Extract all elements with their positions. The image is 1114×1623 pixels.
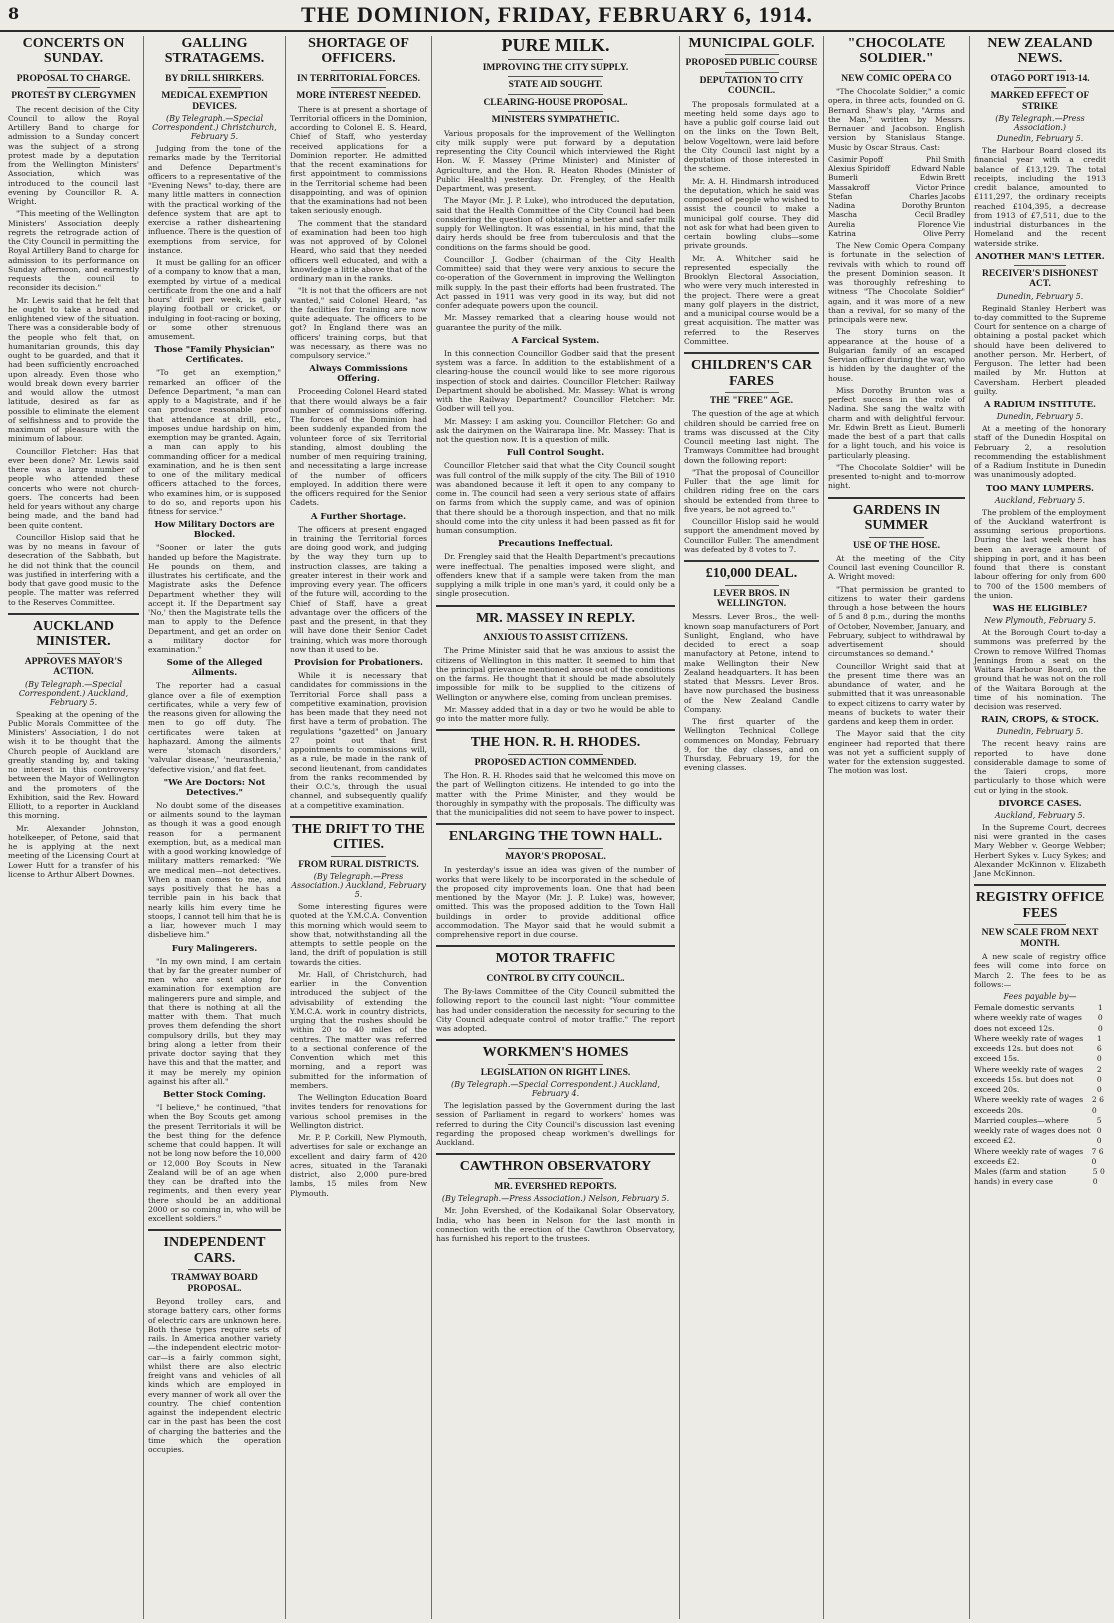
paragraph: Councillor Hislop said that he was by no means in favour of desecration of the Sabbath, but he did not think that the council was justified in interfering with a body that gave good music to the people. The matter was referred to the Reserves Committee. — [8, 532, 139, 607]
column-6 — [824, 36, 970, 1619]
cast-actor: Dorothy Brunton — [901, 201, 965, 211]
cast-actor: Florence Vie — [917, 219, 965, 229]
article-headline: MUNICIPAL GOLF. — [688, 36, 815, 51]
fee-label: Where weekly rate of wages exceeds 15s. but does not exceed 20s. — [974, 1064, 1084, 1095]
masthead — [0, 0, 1114, 32]
article-subhead: WAS HE ELIGIBLE? — [992, 604, 1088, 615]
article-subhead: How Military Doctors are Blocked. — [154, 520, 275, 541]
paragraph: It must be galling for an officer of a company to know that a man, exempted by virtue of a medical certificate from the one and a half hours' drill per week, is gaily playing football or cricket, or indulging in foot-racing or boxing, or some other strenuous amusement. — [148, 258, 281, 342]
article-subhead: DIVORCE CASES. — [998, 798, 1082, 809]
article-deck: MAYOR'S PROPOSAL. — [505, 851, 606, 862]
article — [436, 945, 675, 1033]
fee-row — [974, 1034, 1106, 1065]
deck-rule — [725, 585, 779, 586]
article-deck: MORE INTEREST NEEDED. — [296, 91, 421, 102]
article-deck: MARKED EFFECT OF STRIKE — [990, 91, 1090, 112]
article — [828, 497, 965, 776]
cast-actor: Phil Smith — [926, 154, 965, 164]
paragraph: Councillor Wright said that at the present time there was an abundance of water, and he submitted that it was unreasonable to expect citizens to carry water by means of buckets to water their gardens and keep them in order. — [828, 661, 965, 727]
deck-rule — [508, 629, 604, 630]
article-headline: ENLARGING THE TOWN HALL. — [448, 829, 663, 845]
column-2 — [144, 36, 286, 1619]
article-headline: THE HON. R. H. RHODES. — [470, 735, 641, 751]
paragraph: Beyond trolley cars, and storage battery cars, other forms of electric cars are unknown here. Both these types require sets of rails. In America another variety—the independent electric motor-car—is a fairly common sight, whilst there are also electric freight vans and vehicles of all kinds which are employed in every manner of work all over the country. The chief contention against the independent electric car in the past has been the cost of charging the batteries and the time which the operation occupies. — [148, 1297, 281, 1454]
fee-label: Married couples—where weekly rate of wages does not exceed £2. — [974, 1115, 1091, 1146]
paragraph: Councillor Fletcher said that what the City Council sought was full control of the milk supply of the city. The Bill of 1910 was abandoned because it left it open to any company to come in. The council had seen a very serious state of affairs on farms from which the supply came, and was of opinion that there should be a thorough inspection, and that no milk should come into the city unless it had been passed as fit for human consumption. — [436, 461, 675, 536]
column-rule — [974, 884, 1106, 886]
cast-list — [828, 155, 965, 238]
article-headline: SHORTAGE OF OFFICERS. — [308, 36, 409, 67]
paragraph: The story turns on the appearance at the house of a Bulgarian family of an escaped Servian officer during the war, who is hidden by the daughter of the house. — [828, 327, 965, 383]
dateline: (By Telegraph.—Special Correspondent.) Auckland, February 5. — [18, 679, 129, 707]
cast-role: Nadina — [828, 201, 856, 211]
article — [148, 944, 281, 1087]
article — [436, 539, 675, 598]
article-deck: FROM RURAL DISTRICTS. — [298, 859, 419, 870]
column-1 — [4, 36, 144, 1619]
paragraph: In the Supreme Court, decrees nisi were granted in the cases Mary Webber v. George Webber; Herbert Sykes v. Lucy Sykes; and Alexander McKinnon v. Elizabeth Jane McKinnon. — [974, 822, 1106, 879]
fee-label: Female domestic servants where weekly rate of wages does not exceed 12s. — [974, 1003, 1082, 1033]
article-deck: LEVER BROS. IN WELLINGTON. — [713, 588, 790, 609]
paragraph: The By-laws Committee of the City Council submitted the following report to the council last night: "Your committee has had under consideration the necessity for securing to the City Council adequate control of motor traffic." The report was adopted. — [436, 987, 675, 1034]
article-deck: NEW SCALE FROM NEXT MONTH. — [981, 928, 1099, 949]
article-deck: DEPUTATION TO CITY COUNCIL. — [699, 75, 804, 97]
paragraph: In this connection Councillor Godber said that the present system was a farce. In addition to the establishment of a clearing-house the council would like to see more rigorous inspection of stock and dairies. Councillor Fletcher: Railway Department should be abolished. Mr. Massey: What is wrong with the Railway Department? Councillor Fletcher: Mr. Godber will tell you. — [436, 348, 675, 414]
paragraph: The Wellington Education Board invites tenders for renovations for various school premises in the Wellington district. — [290, 1093, 427, 1130]
dateline: (By Telegraph.—Special Correspondent.) Auckland, February 4. — [451, 1080, 660, 1099]
article — [974, 400, 1106, 480]
deck-rule — [331, 856, 386, 857]
paragraph: Proceeding Colonel Heard stated that there would always be a fair number of commissions offering. The forces of the Dominion had been suddenly expanded from the volunteer force of six Territorial standing, almost doubling the number of men requiring training, and necessitating a large increase of the number of officers employed. In addition there were the officers required for the Senior Cadets. — [290, 387, 427, 508]
article-deck: THE "FREE" AGE. — [709, 395, 794, 406]
paragraph: Mr. A. H. Hindmarsh introduced the deputation, which he said was composed of people who wished to assist the council to make a municipal golf course. They did not ask for what had been given to certain bowling clubs—some private grounds. — [684, 176, 819, 251]
paragraph: The Prime Minister said that he was anxious to assist the citizens of Wellington in this matter. It seemed to him that the principal grievance mentioned arose out of the conditions on the farms. He thought that it should be made absolutely impossible for milk to be supplied to the citizens of Wellington or anywhere else, coming from unclean premises. — [436, 646, 675, 702]
column-rule — [436, 729, 675, 731]
cast-actor: Edwin Brett — [919, 173, 965, 183]
paragraph: The legislation passed by the Government during the last session of Parliament in regard to workers' homes was referred to during the City Council's discussion last evening regarding the proposed cheap workmen's dwellings for Auckland. — [436, 1101, 675, 1148]
article — [684, 36, 819, 346]
article-subhead: "We Are Doctors: Not Detectives." — [163, 777, 266, 798]
column-3 — [286, 36, 432, 1619]
article-subhead: Fury Malingerers. — [171, 943, 258, 954]
cast-role: Bumerli — [828, 173, 858, 183]
dateline: Dunedin, February 5. — [996, 727, 1084, 737]
paragraph: The recent heavy rains are reported to have done considerable damage to some of the Taieri crops, more particularly to those which were cut or lying in the stook. — [974, 739, 1106, 795]
article-headline: PURE MILK. — [501, 36, 610, 55]
column-rule — [290, 816, 427, 818]
article-deck: OTAGO PORT 1913-14. — [990, 73, 1090, 84]
article — [974, 252, 1106, 396]
paragraph: "It is not that the officers are not wanted," said Colonel Heard, "as the facilities for training are now quite adequate. The officers to be got? In England there was an officers' training corps, but that was necessary, as there was no compulsory service." — [290, 286, 427, 361]
deck-rule — [47, 87, 99, 88]
fee-value: 2 6 0 — [1091, 1095, 1104, 1115]
deck-rule — [725, 392, 779, 393]
article-headline: NEW ZEALAND NEWS. — [987, 36, 1093, 67]
article — [148, 1229, 281, 1454]
paragraph: A new scale of registry office fees will come into force on March 2. The fees to be as follows:— — [974, 952, 1106, 989]
page-number: 8 — [8, 4, 20, 23]
article — [974, 484, 1106, 601]
paragraph: Councillor Hislop said he would support the amendment moved by Councillor Fuller. The amendment was defeated by 8 votes to 7. — [684, 517, 819, 554]
deck-rule — [869, 537, 924, 538]
article-headline: INDEPENDENT CARS. — [163, 1235, 266, 1266]
column-rule — [828, 497, 965, 499]
paragraph: Mr. Massey added that in a day or two he would be able to go into the matter more fully. — [436, 704, 675, 724]
deck-rule — [869, 70, 924, 71]
article — [684, 560, 819, 773]
fee-row — [974, 1116, 1106, 1147]
article-deck: MINISTERS SYMPATHETIC. — [491, 115, 620, 126]
article-deck: PROPOSED ACTION COMMENDED. — [474, 757, 637, 768]
fee-value: 1 0 0 — [1097, 1003, 1103, 1033]
article-deck: NEW COMIC OPERA CO — [841, 73, 952, 84]
paragraph: The Harbour Board closed its financial year with a credit balance of £13,129. The total receipts, including the 1913 credit balance, amounted to £111,297, the ordinary receipts reached £104,395, a decrease from 1913 of £7,511, due to the industrial disturbances in the Homeland and the recent waterside strike. — [974, 146, 1106, 248]
article-deck: TRAMWAY BOARD PROPOSAL. — [171, 1273, 258, 1294]
deck-rule — [508, 754, 604, 755]
column-rule — [684, 560, 819, 562]
fees-header: Fees payable by— — [1003, 992, 1077, 1002]
fees-table — [974, 1003, 1106, 1188]
article-subhead: ANOTHER MAN'S LETTER. — [975, 251, 1105, 262]
deck-rule — [508, 94, 604, 95]
paragraph: "The Chocolate Soldier" will be presented to-night and to-morrow night. — [828, 462, 965, 491]
paragraph: The Mayor (Mr. J. P. Luke), who introduced the deputation, said that the Health Committee of the City Council had been considering the question of obtaining a better and safer milk supply for Wellington. It was essential, in his mind, that the dairy herds should be free from tuberculosis and that the conditions on the farms should be good. — [436, 196, 675, 252]
paragraph: At the Borough Court to-day a summons was preferred by the Crown to remove Wilfred Thomas Jennings from a seat on the Waitara Harbour Board, on the ground that he was not on the roll of the Waitara Borough at the time of his nomination. The decision was reserved. — [974, 628, 1106, 712]
dateline: Auckland, February 5. — [994, 810, 1086, 820]
column-5 — [680, 36, 824, 1619]
article — [8, 613, 139, 879]
article-subhead: Better Stock Coming. — [163, 1090, 266, 1101]
paragraph: The Mayor said that the city engineer had reported that there was not yet a sufficient supply of water for the extension suggested. The motion was lost. — [828, 729, 965, 776]
newspaper-title: THE DOMINION, FRIDAY, FEBRUARY 6, 1914. — [301, 2, 813, 27]
article-headline: GARDENS IN SUMMER — [852, 502, 941, 534]
article — [974, 799, 1106, 879]
deck-rule — [508, 111, 604, 112]
fee-row — [974, 1147, 1106, 1168]
article-subhead: RAIN, CROPS, & STOCK. — [981, 715, 1099, 726]
article — [974, 715, 1106, 795]
deck-rule — [508, 848, 604, 849]
paragraph: No doubt some of the diseases or ailments sound to the layman as though it was a good enough reason for a permanent exemption, but, as a medical man with a good working knowledge of military matters remarked: "We are medical men—not detectives. When a man comes to me, and says positively that he has a terrible pain in his back that nearly kills him every time he stoops, I cannot tell him that he is a liar, however much I may disbelieve him." — [148, 800, 281, 940]
paragraph: "In my own mind, I am certain that by far the greater number of men who are sent along for examination for exemption are malingerers pure and simple, and that there is nothing at all the matter with them. That much proves them defending the short compulsory drills, but they may bring along a letter from their private doctor saying that they have this and that the matter, and it may be merely my opinion against his after all." — [148, 956, 281, 1086]
article — [828, 36, 965, 491]
deck-rule — [508, 59, 604, 60]
deck-rule — [1014, 87, 1067, 88]
fee-label: Males (farm and station hands) in every case — [974, 1167, 1067, 1187]
article-headline: "CHOCOLATE SOLDIER." — [847, 36, 946, 67]
article-deck: STATE AID SOUGHT. — [508, 80, 603, 91]
paragraph: Miss Dorothy Brunton was a perfect success in the role of Nadina. She sang the waltz with charm and with delightful fervour. Mr. Edwin Brett as Lieut. Bumerli made the best of a part that calls for a light touch, and his voice is particularly pleasing. — [828, 385, 965, 460]
deck-rule — [331, 70, 386, 71]
paragraph: Judging from the tone of the remarks made by the Territorial and Defence Department's officers to a representative of the "Evening News" to-day, there are many little matters in connection with the practical working of the defence system that are apt to exercise a rather disheartening influence. There is the question of exemptions from service, for instance. — [148, 144, 281, 255]
paragraph: "That permission be granted to citizens to water their gardens through a hose between the hours of 5 and 8 p.m., during the months of October, November, January, and February, subject to withdrawal by advertisement should circumstances so demand." — [828, 584, 965, 659]
column-rule — [436, 823, 675, 825]
paragraph: Mr. John Evershed, of the Kodaikanal Solar Observatory, India, who has been in Nelson for the last month in connection with the erection of the Cawthron Observatory, has furnished his report to the trustees. — [436, 1206, 675, 1244]
paragraph: The question of the age at which children should be carried free on trams was discussed at the City Council meeting last night. The Tramways Committee had brought down the following report: — [684, 409, 819, 465]
deck-rule — [725, 54, 779, 55]
fee-label: Where weekly rate of wages exceeds 20s. — [974, 1095, 1084, 1115]
cast-row — [828, 192, 965, 201]
article-deck: MEDICAL EXEMPTION DEVICES. — [161, 91, 268, 112]
column-rule — [684, 352, 819, 354]
deck-rule — [188, 70, 241, 71]
fee-value: 7 6 0 — [1091, 1146, 1104, 1166]
paragraph: The first quarter of the Wellington Technical College commences on Monday, February 9, for the day classes, and on Thursday, February 19, for the evening classes. — [684, 717, 819, 773]
cast-actor: Charles Jacobs — [909, 191, 965, 201]
article — [684, 352, 819, 554]
column-7 — [970, 36, 1110, 1619]
paragraph: The recent decision of the City Council to allow the Royal Artillery Band to charge for admission to a Sunday concert was the subject of a strong protest made by a deputation from the Wellington Ministers' Association, which was introduced to the council last evening by Councillor R. A. Wright. — [8, 104, 139, 207]
column-rule — [436, 605, 675, 607]
paragraph: "The Chocolate Soldier," a comic opera, in three acts, founded on G. Bernard Shaw's play, "Arms and the Man," written by Messrs. Bernauer and Jacobson. English version by Stanislaus Stange. Music by Oscar Straus. Cast: — [828, 87, 965, 152]
columns-container — [4, 36, 1110, 1619]
article-deck: LEGISLATION ON RIGHT LINES. — [480, 1067, 631, 1078]
deck-rule — [1014, 70, 1067, 71]
article-subhead: Always Commissions Offering. — [309, 364, 408, 385]
article — [290, 512, 427, 655]
article-deck: APPROVES MAYOR'S ACTION. — [24, 656, 123, 678]
paragraph: "Sooner or later the guts handed up before the Magistrate. He pounds on them, and illustrates his certificate, and the Magistrate asks the Defence Department whether they will accept it. If the Department say 'No,' then the Magistrate tells the man to apply to the Defence Department, and get an order on a military doctor for examination." — [148, 543, 281, 655]
paragraph: At the meeting of the City Council last evening Councillor R. A. Wright moved: — [828, 553, 965, 582]
article — [148, 778, 281, 940]
deck-rule — [47, 653, 99, 654]
paragraph: Mr. P. P. Corkill, New Plymouth, advertises for sale or exchange an excellent and dairy farm of 420 acres, situated in the Taranaki district, also 2,000 pure-bred lambs, 15 miles from New Plymouth. — [290, 1133, 427, 1198]
paragraph: In yesterday's issue an idea was given of the number of works that were likely to be incorporated in the schedule of the proposed city improvements loan. One that had been mentioned by the Mayor (Mr. J. P. Luke) was, however, omitted. This was the proposed addition to the Town Hall buildings in order to provide additional office accommodation. The Mayor said that he would submit a comprehensive report in due course. — [436, 865, 675, 940]
article — [436, 448, 675, 535]
article-deck: ANXIOUS TO ASSIST CITIZENS. — [483, 632, 628, 643]
article — [290, 658, 427, 810]
fee-value: 1 6 0 — [1096, 1033, 1102, 1064]
dateline: Dunedin, February 5. — [996, 291, 1084, 301]
paragraph: Mr. Massey: I am asking you. Councillor Fletcher: Go and ask the dairymen on the Wairarapa line. Mr. Massey: That is not the question now. It is a question of milk. — [436, 416, 675, 445]
paragraph: Messrs. Lever Bros., the well-known soap manufacturers of Port Sunlight, England, who have decided to erect a soap manufactory at Petone, intend to make Wellington their New Zealand headquarters. It has been stated that Messrs. Lever Bros. have now purchased the business of the New Zealand Candle Company. — [684, 612, 819, 714]
article-deck: PROPOSAL TO CHARGE. — [16, 73, 131, 84]
article — [436, 1153, 675, 1243]
cast-role: Katrina — [828, 228, 856, 238]
paragraph: The proposals formulated at a meeting held some days ago to have a public golf course laid out on the links on the Town Belt, below Vogeltown, were laid before the City Council last night by a deputation of those interested in the scheme. — [684, 99, 819, 174]
cast-role: Mascha — [828, 210, 858, 220]
article — [436, 823, 675, 939]
paragraph: "This meeting of the Wellington Ministers' Association deeply regrets the retrograde action of the City Council in permitting the Royal Artillery Band to charge for admission to its performance on Sunday afternoon, and earnestly requests the council to reconsider its decision." — [8, 209, 139, 293]
fee-value: 2 0 0 — [1096, 1064, 1102, 1095]
article-subhead: TOO MANY LUMPERS. — [986, 483, 1094, 494]
fee-label: Where weekly rate of wages exceeds £2. — [974, 1146, 1084, 1166]
article — [148, 1090, 281, 1223]
dateline: Dunedin, February 5. — [996, 134, 1084, 144]
paragraph: Mr. Massey remarked that a clearing house would not guarantee the purity of the milk. — [436, 313, 675, 332]
column-rule — [148, 1229, 281, 1231]
cast-row — [828, 201, 965, 210]
deck-rule — [188, 87, 241, 88]
column-rule — [436, 1039, 675, 1041]
paragraph: While it is necessary that candidates for commissions in the Territorial Force shall pass a competitive examination, provision has been made that they need not first have a term of probation. The regulations "gazetted" on January 27 point out that first appointments to commissions will, as a rule, be made in the rank of second lieutenant, from candidates from the ranks recommended by their O.C.'s, through the usual channel, and subsequently qualify at a competitive examination. — [290, 671, 427, 810]
dateline: (By Telegraph.—Press Association.) — [995, 114, 1085, 133]
cast-row — [828, 164, 965, 173]
cast-role: Alexius Spiridoff — [828, 164, 890, 174]
cast-actor: Cecil Bradley — [914, 210, 965, 220]
article-deck: RECEIVER'S DISHONEST ACT. — [982, 268, 1098, 290]
fee-row — [974, 1003, 1106, 1034]
article — [148, 345, 281, 516]
article-headline: CHILDREN'S CAR FARES — [691, 358, 812, 389]
deck-rule — [508, 1064, 604, 1065]
paragraph: Mr. A. Whitcher said he represented especially the Brooklyn Electoral Association, who were very much interested in the project. There were a great many golf players in the district, and a municipal course would be a great acquisition. The matter was referred to the Reserves Committee. — [684, 253, 819, 346]
article-headline: THE DRIFT TO THE CITIES. — [292, 821, 425, 853]
article — [290, 816, 427, 1198]
paragraph: At a meeting of the honorary staff of the Dunedin Hospital on February 2, a resolution recommending the establishment of a Radium Institute in Dunedin was unanimously adopted. — [974, 424, 1106, 480]
column-rule — [436, 945, 675, 947]
article-deck: MR. EVERSHED REPORTS. — [494, 1181, 617, 1192]
paragraph: Councillor Fletcher: Has that ever been done? Mr. Lewis said there was a large number of people who attended these concerts who were not church-goers. The concerts had been held for years without any charge being made, and the band had been quite content. — [8, 446, 139, 530]
paragraph: Councillor J. Godber (chairman of the City Health Committee) said that they were very anxious to secure the co-operation of the Government in improving the Wellington milk supply. In the past their efforts had been frustrated. The Act passed in 1911 was very good in its way, but did not confer adequate powers upon the council. — [436, 254, 675, 311]
cast-role: Casimir Popoff — [828, 154, 884, 164]
article-headline: CAWTHRON OBSERVATORY — [459, 1159, 652, 1175]
article — [436, 729, 675, 817]
article — [436, 605, 675, 724]
article-deck: BY DRILL SHIRKERS. — [165, 73, 264, 84]
column-rule — [436, 1153, 675, 1155]
article-subhead: A RADIUM INSTITUTE. — [983, 400, 1097, 411]
article-deck: PROPOSED PUBLIC COURSE — [685, 58, 818, 69]
cast-row — [828, 173, 965, 182]
article-headline: WORKMEN'S HOMES — [482, 1045, 629, 1061]
fee-row — [974, 1065, 1106, 1096]
article-deck: CONTROL BY CITY COUNCIL. — [486, 973, 625, 984]
cast-row — [828, 183, 965, 192]
article — [290, 364, 427, 507]
column-rule — [8, 613, 139, 615]
deck-rule — [331, 87, 386, 88]
deck-rule — [188, 1269, 241, 1270]
article-deck: IN TERRITORIAL FORCES. — [297, 73, 420, 84]
paragraph: The officers at present engaged in training the Territorial forces are doing good work, and judging by the way they turn up to instruction classes, are taking a greater interest in their work and improving every year. The officers of the future will, according to the Chief of Staff, have a great advantage over the officers of the past and the present, in that they will have done their Senior Cadet training, which was more thorough now than it used to be. — [290, 524, 427, 654]
cast-row — [828, 220, 965, 229]
article-subhead: Precautions Ineffectual. — [498, 539, 613, 550]
article-headline: AUCKLAND MINISTER. — [33, 618, 114, 650]
cast-row — [828, 210, 965, 219]
article-deck: IMPROVING THE CITY SUPPLY. — [482, 62, 629, 73]
paragraph: "That the proposal of Councillor Fuller that the age limit for children riding free on the cars should be extended from three to five years, be not agreed to." — [684, 467, 819, 514]
article-deck: USE OF THE HOSE. — [852, 540, 941, 551]
deck-rule — [725, 72, 779, 73]
article — [974, 36, 1106, 248]
deck-rule — [1014, 924, 1067, 925]
paragraph: The New Comic Opera Company is fortunate in the selection of revivals with which to round off the present Dominion season. It was thoroughly refreshing to witness "The Chocolate Soldier" again, and it was more of a new than a revival, for so many of the principals were new. — [828, 241, 965, 325]
article-headline: MR. MASSEY IN REPLY. — [475, 610, 636, 626]
cast-role: Aurelia — [828, 219, 856, 229]
article — [974, 884, 1106, 1187]
cast-actor: Olive Perry — [923, 228, 965, 238]
deck-rule — [1014, 265, 1067, 266]
paragraph: Mr. Alexander Johnston, hotelkeeper, of Petone, said that he is applying at the next meeting of the Licensing Court at Lower Hutt for a transfer of his license to Arthur Albert Downes. — [8, 823, 139, 879]
cast-role: Massakroff — [828, 182, 870, 192]
paragraph: "I believe," he continued, "that when the Boy Scouts get among the present Territorials it will be the best thing for the defence scheme that could happen. It will not be long now before the 10,000 or 12,000 Boy Scouts in New Zealand will be of an age when they can be drafted into the regiments, and then every year there should be an additional 2000 or so coming in, who will be excellent soldiers." — [148, 1103, 281, 1224]
article-subhead: Provision for Probationers. — [294, 658, 423, 669]
cast-actor: Victor Prince — [915, 182, 965, 192]
article-deck: CLEARING-HOUSE PROPOSAL. — [483, 97, 628, 108]
paragraph: Various proposals for the improvement of the Wellington city milk supply were put forward by a deputation representing the City Council which interviewed the Right Hon. W. F. Massey (Prime Minister) and Minister of Agriculture, and the Hon. R. Heaton Rhodes (Minister of Public Health) yesterday. Dr. Frengley, of the Health Department, was present. — [436, 128, 675, 194]
article — [148, 520, 281, 654]
cast-row — [828, 155, 965, 164]
fee-label: Where weekly rate of wages exceeds 12s. but does not exceed 15s. — [974, 1033, 1084, 1064]
article-subhead: Some of the Alleged Ailments. — [166, 658, 263, 679]
article — [8, 36, 139, 607]
column-4 — [432, 36, 680, 1619]
article — [436, 36, 675, 332]
article — [974, 604, 1106, 711]
paragraph: The comment that the standard of examination had been too high was not approved of by Colonel Heard, who said that they needed officers well educated, and with a knowledge a little above that of the ordinary man in the ranks. — [290, 218, 427, 284]
paragraph: Dr. Frengley said that the Health Department's precautions were ineffectual. The penalties imposed were slight, and offenders knew that if a sample were taken from the man supplying a milk triple in one man's yard, it could only be a single prosecution. — [436, 552, 675, 599]
dateline: New Plymouth, February 5. — [984, 616, 1096, 626]
paragraph: Some interesting figures were quoted at the Y.M.C.A. Convention this morning which would seem to show that, notwithstanding all the attempts to settle people on the land, the drift of population is still towards the cities. — [290, 902, 427, 967]
article — [436, 1039, 675, 1147]
cast-row — [828, 229, 965, 238]
paragraph: The reporter had a casual glance over a file of exemption certificates, while a very few of the reasons given for allowing the men to go off duty. The certificates were taken at haphazard. Among the ailments were 'stomach disorders,' 'valvular disease,' 'neurasthenia,' 'defective vision,' and flat feet. — [148, 681, 281, 774]
deck-rule — [47, 70, 99, 71]
article-headline: REGISTRY OFFICE FEES — [975, 890, 1105, 921]
paragraph: The Hon. R. H. Rhodes said that he welcomed this move on the part of Wellington citizens. He intended to go into the matter with the Prime Minister, and they would be thoroughly in sympathy with the proposals. The difficulty was that the municipalities did not seem to have power to inspect. — [436, 771, 675, 818]
paragraph: Reginald Stanley Herbert was to-day committed to the Supreme Court for sentence on a charge of obtaining a postal packet which should have been delivered to another person. Mr. Herbert, of Ferguson. The letter had been mailed by Mr. Hutton at Caversham. Herbert pleaded guilty. — [974, 303, 1106, 396]
deck-rule — [508, 970, 604, 971]
dateline: (By Telegraph.—Press Association.) Auckland, February 5. — [291, 872, 426, 900]
paragraph: Mr. Hall, of Christchurch, had earlier in the Convention introduced the subject of the advisability of extending the Y.M.C.A. work in country districts, urging that the rushes should be within 20 to 40 miles of the centres. The matter was referred to a sectional conference of the Convention which met this morning, and a report was submitted for the information of members. — [290, 969, 427, 1090]
cast-role: Stefan — [828, 191, 853, 201]
dateline: Dunedin, February 5. — [996, 412, 1084, 422]
dateline: (By Telegraph.—Press Association.) Nelson, February 5. — [441, 1194, 670, 1204]
paragraph: "To get an exemption," remarked an officer of the Defence Department, "a man can apply to a Magistrate, and if he can produce reasonable proof that attendance at drill, etc., imposes undue hardship on him, exemption may be granted. Again, a man can apply to his commanding officer for a medical examination, and he is then sent to one of the military medical officers attached to the forces, who examines him, or is supposed to do so, and reports upon his fitness for service." — [148, 368, 281, 517]
article — [436, 336, 675, 445]
paragraph: Speaking at the opening of the Public Morals Committee of the Ministers' Association, I do not wish it to be thought that the Church people of Auckland are greatly standing by, and taking no interest in this controversy between the Mayor of Wellington and the promoters of the Exhibition, said the Rev. Howard Elliott, to a reporter in Auckland this morning. — [8, 709, 139, 821]
fee-row — [974, 1167, 1106, 1188]
article-headline: GALLING STRATAGEMS. — [164, 36, 265, 67]
paragraph: There is at present a shortage of Territorial officers in the Dominion, according to Colonel E. S. Heard, Chief of Staff, who yesterday received applications for a Dominion reporter. He admitted that the recent examinations for first appointment to commissions in the Territorial scheme had been disappointing, and was of opinion that the examinations had not been taken seriously enough. — [290, 104, 427, 216]
article-subhead: Those "Family Physician" Certificates. — [154, 345, 275, 366]
article — [148, 36, 281, 341]
deck-rule — [508, 1178, 604, 1179]
article-subhead: A Farcical System. — [511, 335, 600, 346]
fee-row — [974, 1095, 1106, 1116]
paragraph: The problem of the employment of the Auckland waterfront is assuming serious proportions. During the last week there has been an average amount of shipping in port, and it has been found that there is constant labour offering for only from 600 to 700 of the 1500 members of the union. — [974, 507, 1106, 600]
dateline: Auckland, February 5. — [994, 495, 1086, 505]
article-headline: MOTOR TRAFFIC — [495, 951, 616, 967]
fee-value: 5 0 0 — [1092, 1167, 1105, 1187]
article-deck: PROTEST BY CLERGYMEN — [11, 91, 136, 102]
article-subhead: A Further Shortage. — [310, 511, 407, 522]
article-subhead: Full Control Sought. — [506, 448, 605, 459]
cast-actor: Edward Nable — [911, 164, 965, 174]
paragraph: Mr. Lewis said that he felt that he ought to take a broad and enlightened view of the situation. There was a considerable body of the people who felt that, on humanitarian grounds, this day ought to be guarded, and that it had been sufficiently encroached upon already. Even those who would break down every barrier and would allow the utmost latitude, desired as far as possible to eliminate the element of selfishness and to provide the maximum of pleasure with the minimum of labour. — [8, 295, 139, 444]
fee-value: 5 0 0 — [1096, 1115, 1102, 1146]
dateline: (By Telegraph.—Special Correspondent.) Christchurch, February 5. — [152, 114, 277, 142]
article-headline: CONCERTS ON SUNDAY. — [22, 36, 125, 67]
deck-rule — [508, 76, 604, 77]
article-headline: £10,000 DEAL. — [705, 566, 798, 582]
article — [290, 36, 427, 360]
article — [148, 658, 281, 774]
